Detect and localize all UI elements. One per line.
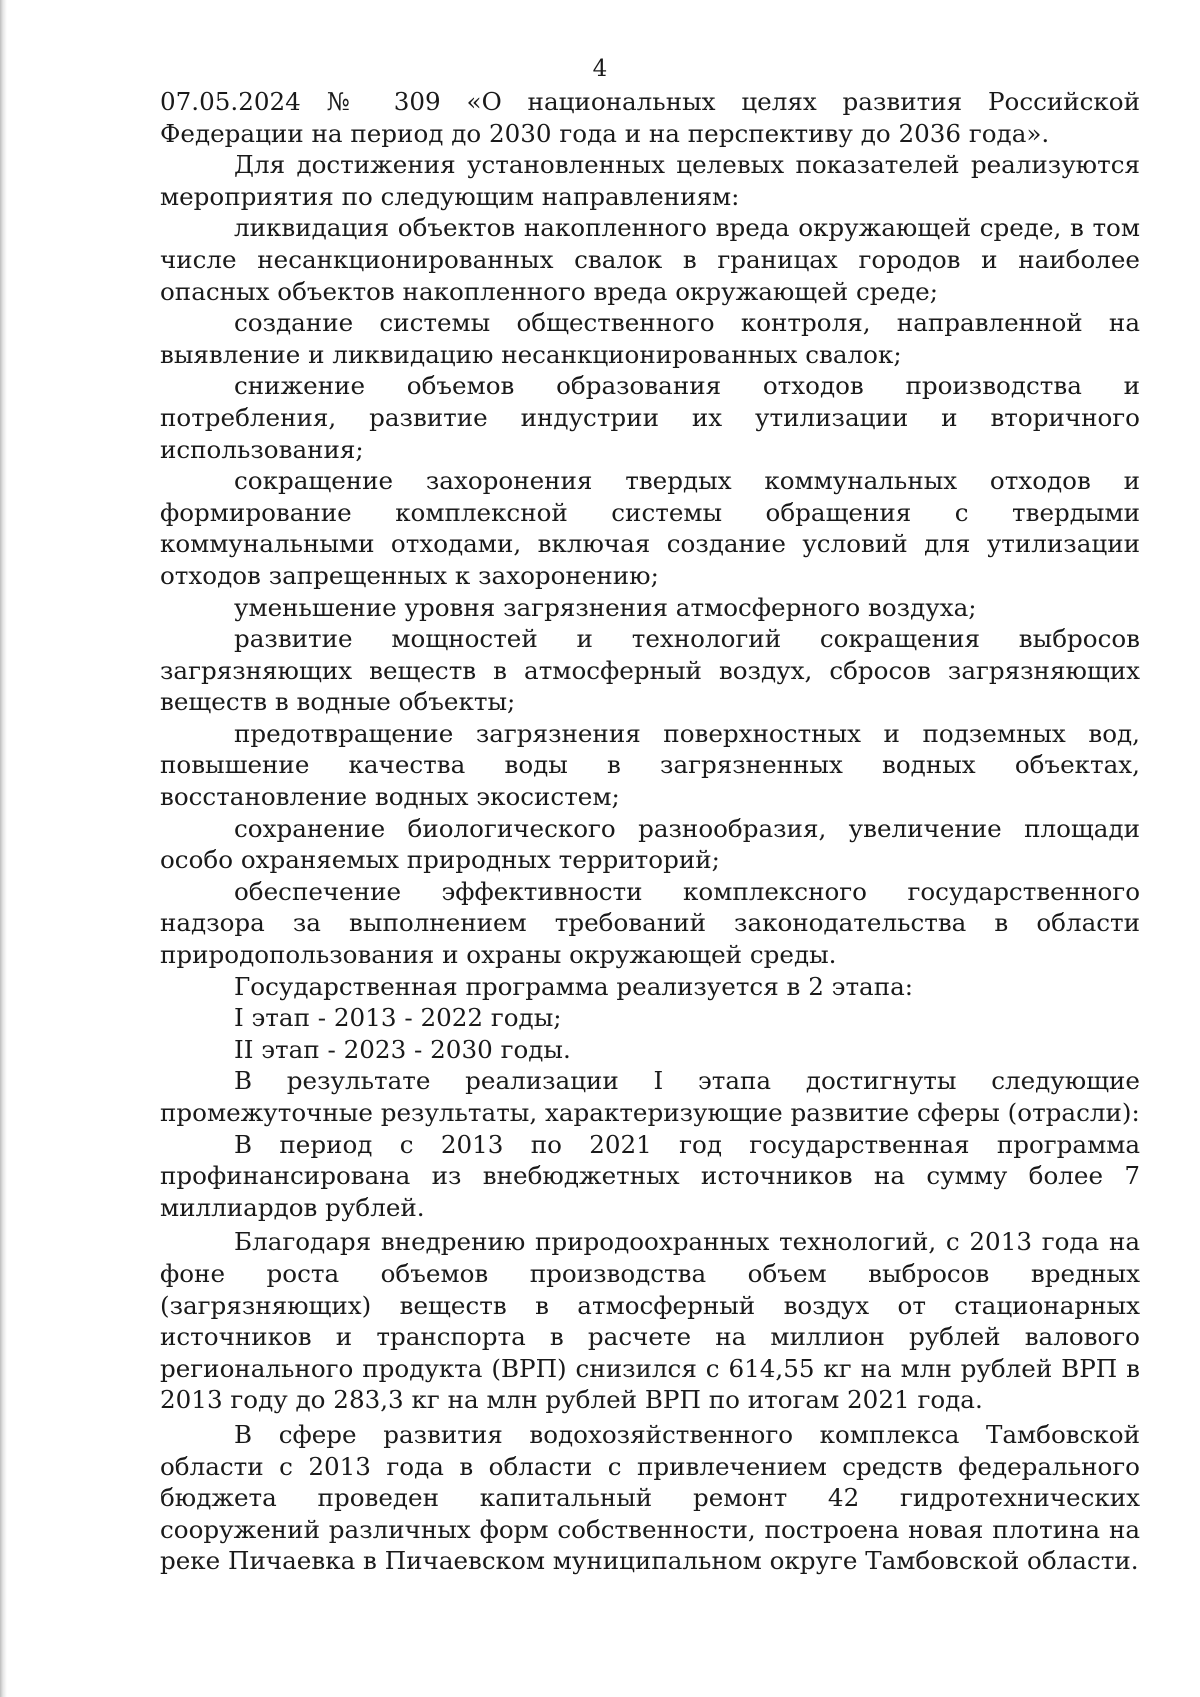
- list-item-direction: создание системы общественного контроля, направленной на выявление и ликвидацию несанкционированных свалок;: [160, 308, 1140, 369]
- paragraph-results-intro: В результате реализации I этапа достигнуты следующие промежуточные результаты, характеризующие развитие сферы (отрасли):: [160, 1066, 1140, 1127]
- paragraph-directions-intro: Для достижения установленных целевых показателей реализуются мероприятия по следующим направлениям:: [160, 150, 1140, 211]
- list-item-direction: сохранение биологического разнообразия, увеличение площади особо охраняемых природных территорий;: [160, 813, 1140, 875]
- paragraph-water-management: В сфере развития водохозяйственного комплекса Тамбовской области с 2013 года в области с привлечением средств федерального бюджета проведен капитальный ремонт 42 гидротехнических сооружений различных форм собственности, построена новая плотина на реке Пичаевка в Пичаевском муниципальном округе Тамбовской области.: [160, 1419, 1140, 1576]
- paragraph-emissions: Благодаря внедрению природоохранных технологий, с 2013 года на фоне роста объемов производства объем выбросов вредных (загрязняющих) веществ в атмосферный воздух от стационарных источников и транспорта в расчете на миллион рублей валового регионального продукта (ВРП) снизился с 614,55 кг на млн рублей ВРП в 2013 году до 283,3 кг на млн рублей ВРП по итогам 2021 года.: [160, 1227, 1140, 1415]
- scan-edge-shadow: [0, 0, 7, 1697]
- paragraph-decree-continuation: 07.05.2024 № 309 «О национальных целях развития Российской Федерации на период до 2030 года и на перспективу до 2036 года».: [160, 87, 1140, 148]
- list-item-direction: предотвращение загрязнения поверхностных и подземных вод, повышение качества воды в загрязненных водных объектах, восстановление водных экосистем;: [160, 718, 1140, 812]
- paragraph-financing: В период с 2013 по 2021 год государственная программа профинансирована из внебюджетных источников на сумму более 7 миллиардов рублей.: [160, 1129, 1140, 1222]
- list-item-direction: обеспечение эффективности комплексного государственного надзора за выполнением требований законодательства в области природопользования и охраны окружающей среды.: [160, 876, 1140, 970]
- list-item-direction: развитие мощностей и технологий сокращения выбросов загрязняющих веществ в атмосферный воздух, сбросов загрязняющих веществ в водные объекты;: [160, 624, 1140, 717]
- list-item-direction: сокращение захоронения твердых коммунальных отходов и формирование комплексной системы обращения с твердыми коммунальными отходами, включая создание условий для утилизации отходов запрещенных к захоронению;: [160, 466, 1140, 590]
- list-item-direction: уменьшение уровня загрязнения атмосферного воздуха;: [234, 592, 977, 622]
- list-item-direction: ликвидация объектов накопленного вреда окружающей среде, в том числе несанкционированных свалок в границах городов и наиболее опасных объектов накопленного вреда окружающей среде;: [160, 213, 1140, 306]
- page-number: 4: [592, 56, 608, 82]
- stage-item: II этап - 2023 - 2030 годы.: [234, 1034, 571, 1064]
- list-item-direction: снижение объемов образования отходов производства и потребления, развитие индустрии их утилизации и вторичного использования;: [160, 371, 1140, 464]
- paragraph-stages-intro: Государственная программа реализуется в 2 этапа:: [234, 971, 914, 1001]
- stage-item: I этап - 2013 - 2022 годы;: [234, 1003, 562, 1033]
- document-body: [160, 86, 1140, 1577]
